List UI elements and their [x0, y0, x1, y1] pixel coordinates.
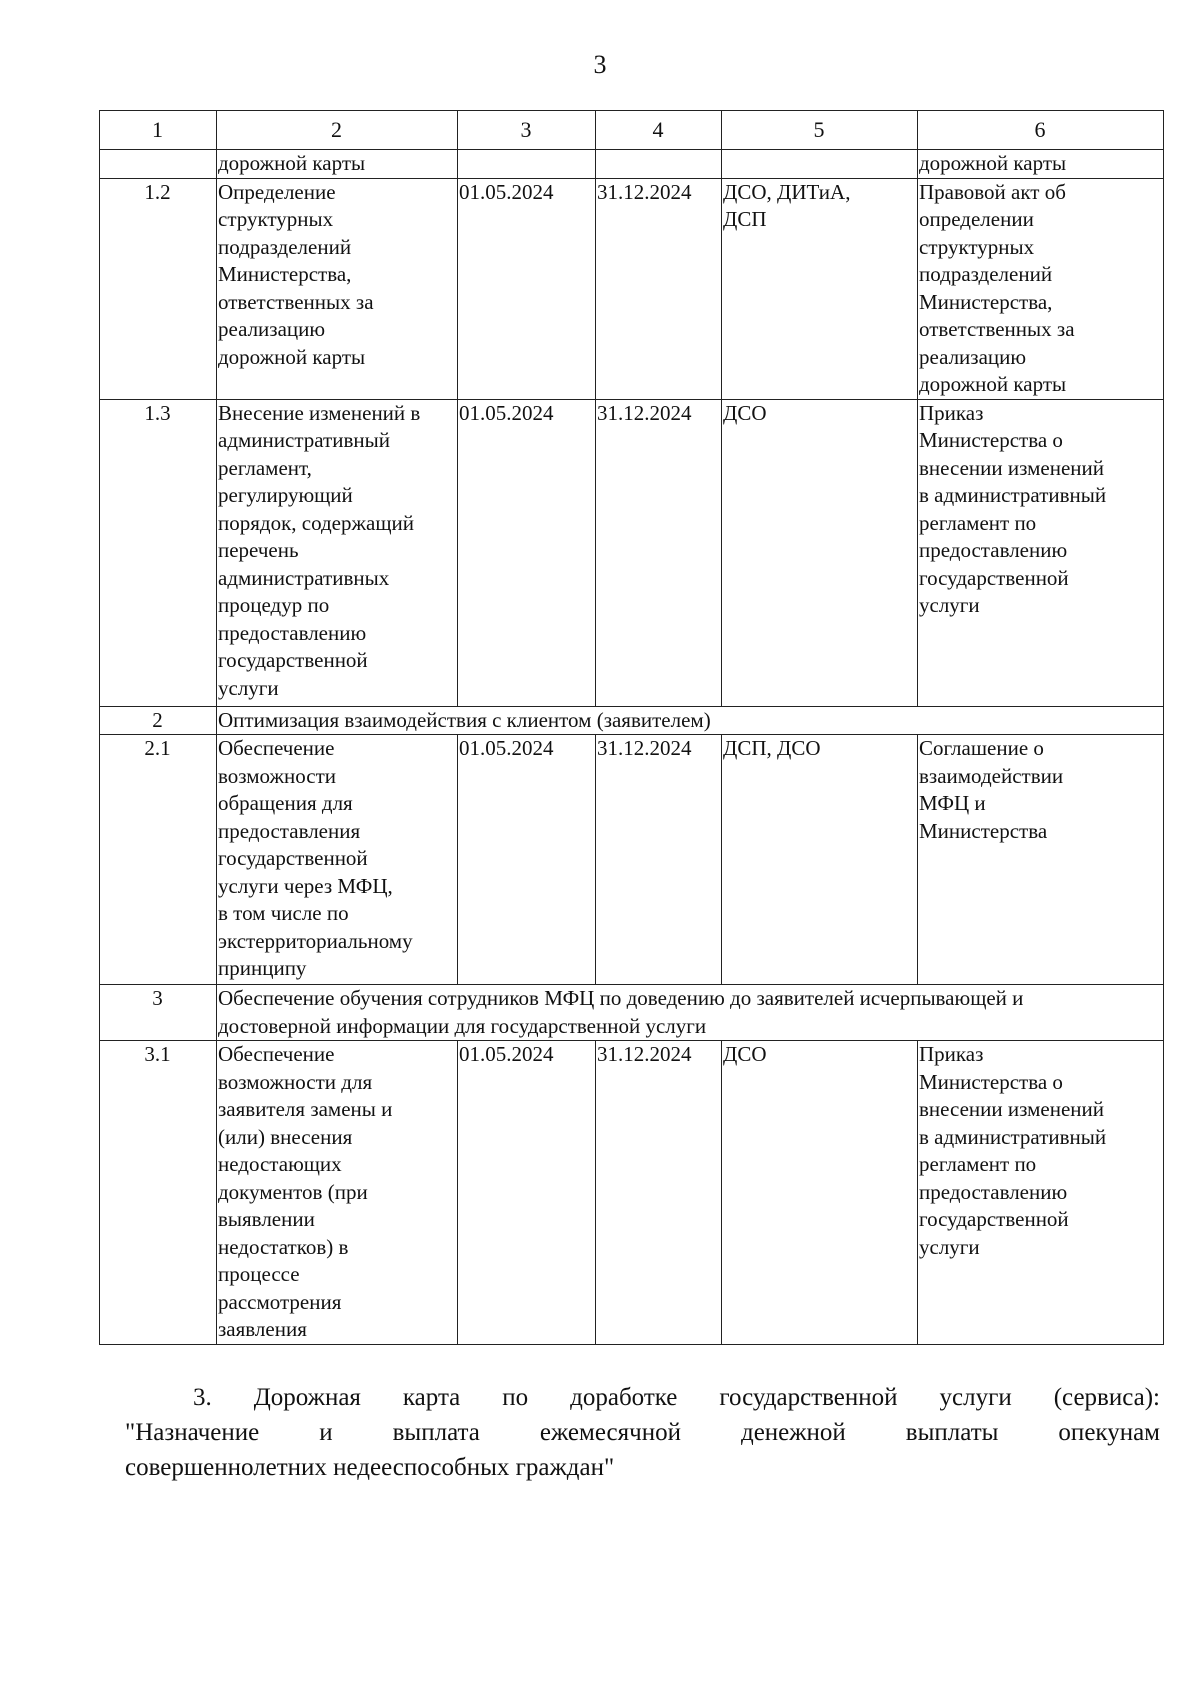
end-date-cell: 31.12.2024: [596, 1041, 722, 1345]
column-header: 5: [722, 111, 918, 150]
activity-cell: Обеспечение возможности обращения для предоставления государственной услуги через МФЦ, в том числе по экстерриториальному принципу: [217, 735, 458, 985]
table-row: [100, 150, 1164, 179]
start-date-cell: 01.05.2024: [458, 735, 596, 985]
roadmap-table: [99, 110, 1164, 1345]
end-date-cell: 31.12.2024: [596, 399, 722, 706]
column-header: 3: [458, 111, 596, 150]
roadmap-heading-paragraph: [125, 1380, 1160, 1485]
section-title: Обеспечение обучения сотрудников МФЦ по доведению до заявителей исчерпывающей и достоверной информации для государственной услуги: [217, 985, 1164, 1041]
result-cell: Правовой акт об определении структурных подразделений Министерства, ответственных за реализацию дорожной карты: [918, 178, 1164, 399]
start-date-cell: 01.05.2024: [458, 178, 596, 399]
paragraph-line: 3. Дорожная карта по доработке государственной услуги (сервиса):: [193, 1384, 1160, 1411]
executors-cell: ДСО: [722, 1041, 918, 1345]
column-header: 1: [100, 111, 217, 150]
result-cell: дорожной карты: [918, 150, 1164, 179]
executors-cell: ДСО: [722, 399, 918, 706]
row-number: 1.3: [100, 399, 217, 706]
table-row: [100, 735, 1164, 985]
paragraph-line: "Назначение и выплата ежемесячной денежной выплаты опекунам: [125, 1419, 1160, 1446]
section-title: Оптимизация взаимодействия с клиентом (заявителем): [217, 706, 1164, 735]
result-cell: Соглашение о взаимодействии МФЦ и Министерства: [918, 735, 1164, 985]
activity-cell: дорожной карты: [217, 150, 458, 179]
paragraph-line: совершеннолетних недееспособных граждан": [125, 1454, 615, 1481]
start-date-cell: 01.05.2024: [458, 399, 596, 706]
row-number: 3.1: [100, 1041, 217, 1345]
section-row: [100, 706, 1164, 735]
activity-cell: Обеспечение возможности для заявителя замены и (или) внесения недостающих документов (при выявлении недостатков) в процессе рассмотрения заявления: [217, 1041, 458, 1345]
end-date-cell: 31.12.2024: [596, 178, 722, 399]
table-row: [100, 1041, 1164, 1345]
column-header: 4: [596, 111, 722, 150]
result-cell: Приказ Министерства о внесении изменений в административный регламент по предоставлению государственной услуги: [918, 1041, 1164, 1345]
table-header-row: [100, 111, 1164, 150]
page-number: 3: [593, 50, 607, 79]
section-number: 3: [100, 985, 217, 1041]
start-date-cell: 01.05.2024: [458, 1041, 596, 1345]
column-header: 6: [918, 111, 1164, 150]
column-header: 2: [217, 111, 458, 150]
section-row: [100, 985, 1164, 1041]
executors-cell: ДСО, ДИТиА, ДСП: [722, 178, 918, 399]
activity-cell: Внесение изменений в административный регламент, регулирующий порядок, содержащий перечень административных процедур по предоставлению государственной услуги: [217, 399, 458, 706]
table-row: [100, 399, 1164, 706]
activity-cell: Определение структурных подразделений Министерства, ответственных за реализацию дорожной карты: [217, 178, 458, 399]
section-number: 2: [100, 706, 217, 735]
end-date-cell: 31.12.2024: [596, 735, 722, 985]
row-number: 2.1: [100, 735, 217, 985]
executors-cell: ДСП, ДСО: [722, 735, 918, 985]
table-row: [100, 178, 1164, 399]
result-cell: Приказ Министерства о внесении изменений в административный регламент по предоставлению государственной услуги: [918, 399, 1164, 706]
row-number: 1.2: [100, 178, 217, 399]
